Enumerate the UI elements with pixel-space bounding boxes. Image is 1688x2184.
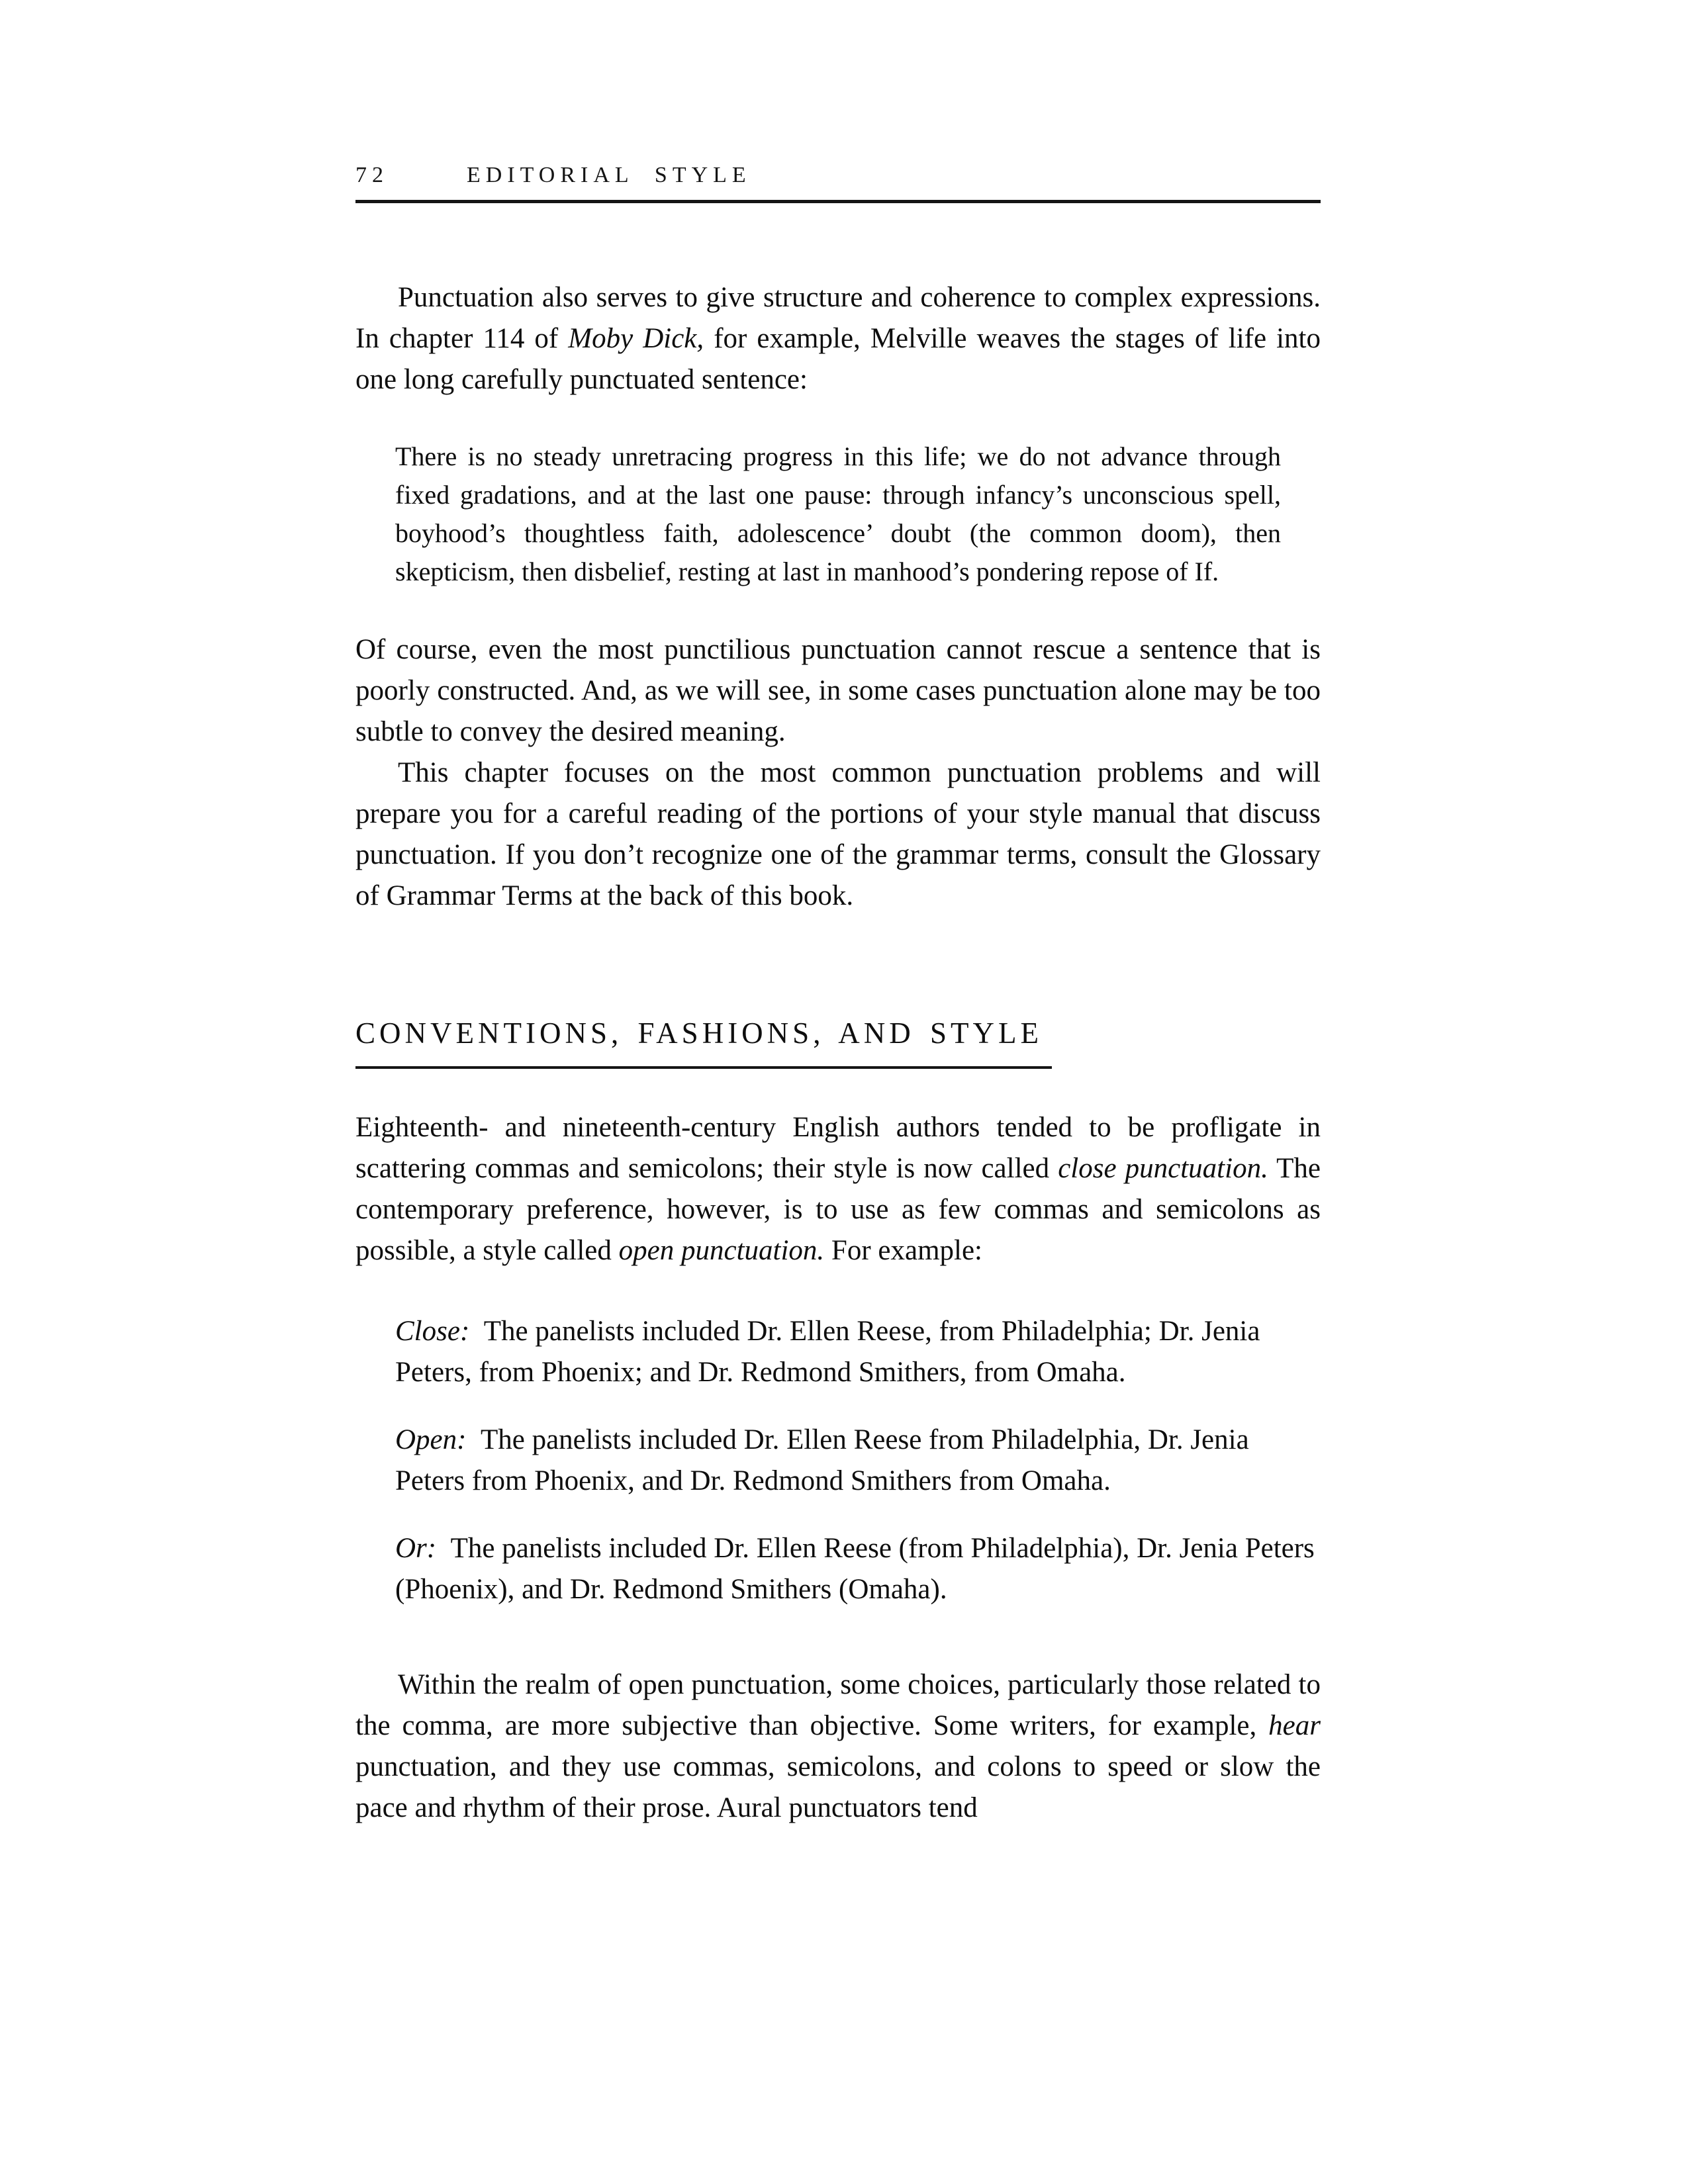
paragraph-intro: Punctuation also serves to give structure and coherence to complex expressions. In chapter 114 of Moby Dick, for example, Melville weaves the stages of life into one long carefully punctuated sentence:: [355, 282, 1321, 395]
example-close-label: Close:: [395, 1316, 470, 1347]
text-column: [355, 0, 1321, 1829]
page-number: 72: [355, 163, 389, 187]
paragraph-this-chapter: This chapter focuses on the most common punctuation problems and will prepare you for a careful reading of the portions of your style manual that discuss punctuation. If you don’t recognize one of the grammar terms, consult the Glossary of Grammar Terms at the back of this book.: [355, 757, 1321, 911]
section-heading: CONVENTIONS, FASHIONS, AND STYLE: [355, 1017, 1052, 1069]
running-header: [355, 163, 1321, 188]
example-open: [395, 1420, 1321, 1502]
section-heading-row: [355, 917, 1321, 1107]
paragraph-of-course: Of course, even the most punctilious punctuation cannot rescue a sentence that is poorly constructed. And, as we will see, in some cases punctuation alone may be too subtle to convey the desired meaning.: [355, 634, 1321, 747]
example-list: [355, 1311, 1321, 1610]
block-quote: There is no steady unretracing progress in this life; we do not advance through fixed gradations, and at the last one pause: through infancy’s unconscious spell, boyhood’s thoughtless faith, adolescence’ doubt (the common doom), then skepticism, then disbelief, resting at last in manhood’s pondering repose of If.: [395, 441, 1281, 586]
header-rule: [355, 200, 1321, 203]
paragraph-within: Within the realm of open punctuation, some choices, particularly those related to the comma, are more subjective than objective. Some writers, for example, hear punctuation, and they use commas, semicolons, and colons to speed or slow the pace and rhythm of their prose. Aural punctuators tend: [355, 1669, 1321, 1823]
example-or: [395, 1528, 1321, 1610]
example-or-text: The panelists included Dr. Ellen Reese (from Philadelphia), Dr. Jenia Peters (Phoenix), and Dr. Redmond Smithers (Omaha).: [395, 1533, 1315, 1605]
paragraph-eighteenth: Eighteenth- and nineteenth-century English authors tended to be profligate in scattering commas and semicolons; their style is now called close punctuation. The contemporary preference, however, is to use as few commas and semicolons as possible, a style called open punctuation. For example:: [355, 1112, 1321, 1266]
example-open-text: The panelists included Dr. Ellen Reese from Philadelphia, Dr. Jenia Peters from Phoenix, and Dr. Redmond Smithers from Omaha.: [395, 1424, 1249, 1496]
example-or-label: Or:: [395, 1533, 437, 1564]
example-close-text: The panelists included Dr. Ellen Reese, from Philadelphia; Dr. Jenia Peters, from Phoenix; and Dr. Redmond Smithers, from Omaha.: [395, 1316, 1260, 1388]
example-close: [395, 1311, 1321, 1393]
running-head: EDITORIAL STYLE: [467, 163, 751, 187]
example-open-label: Open:: [395, 1424, 467, 1455]
